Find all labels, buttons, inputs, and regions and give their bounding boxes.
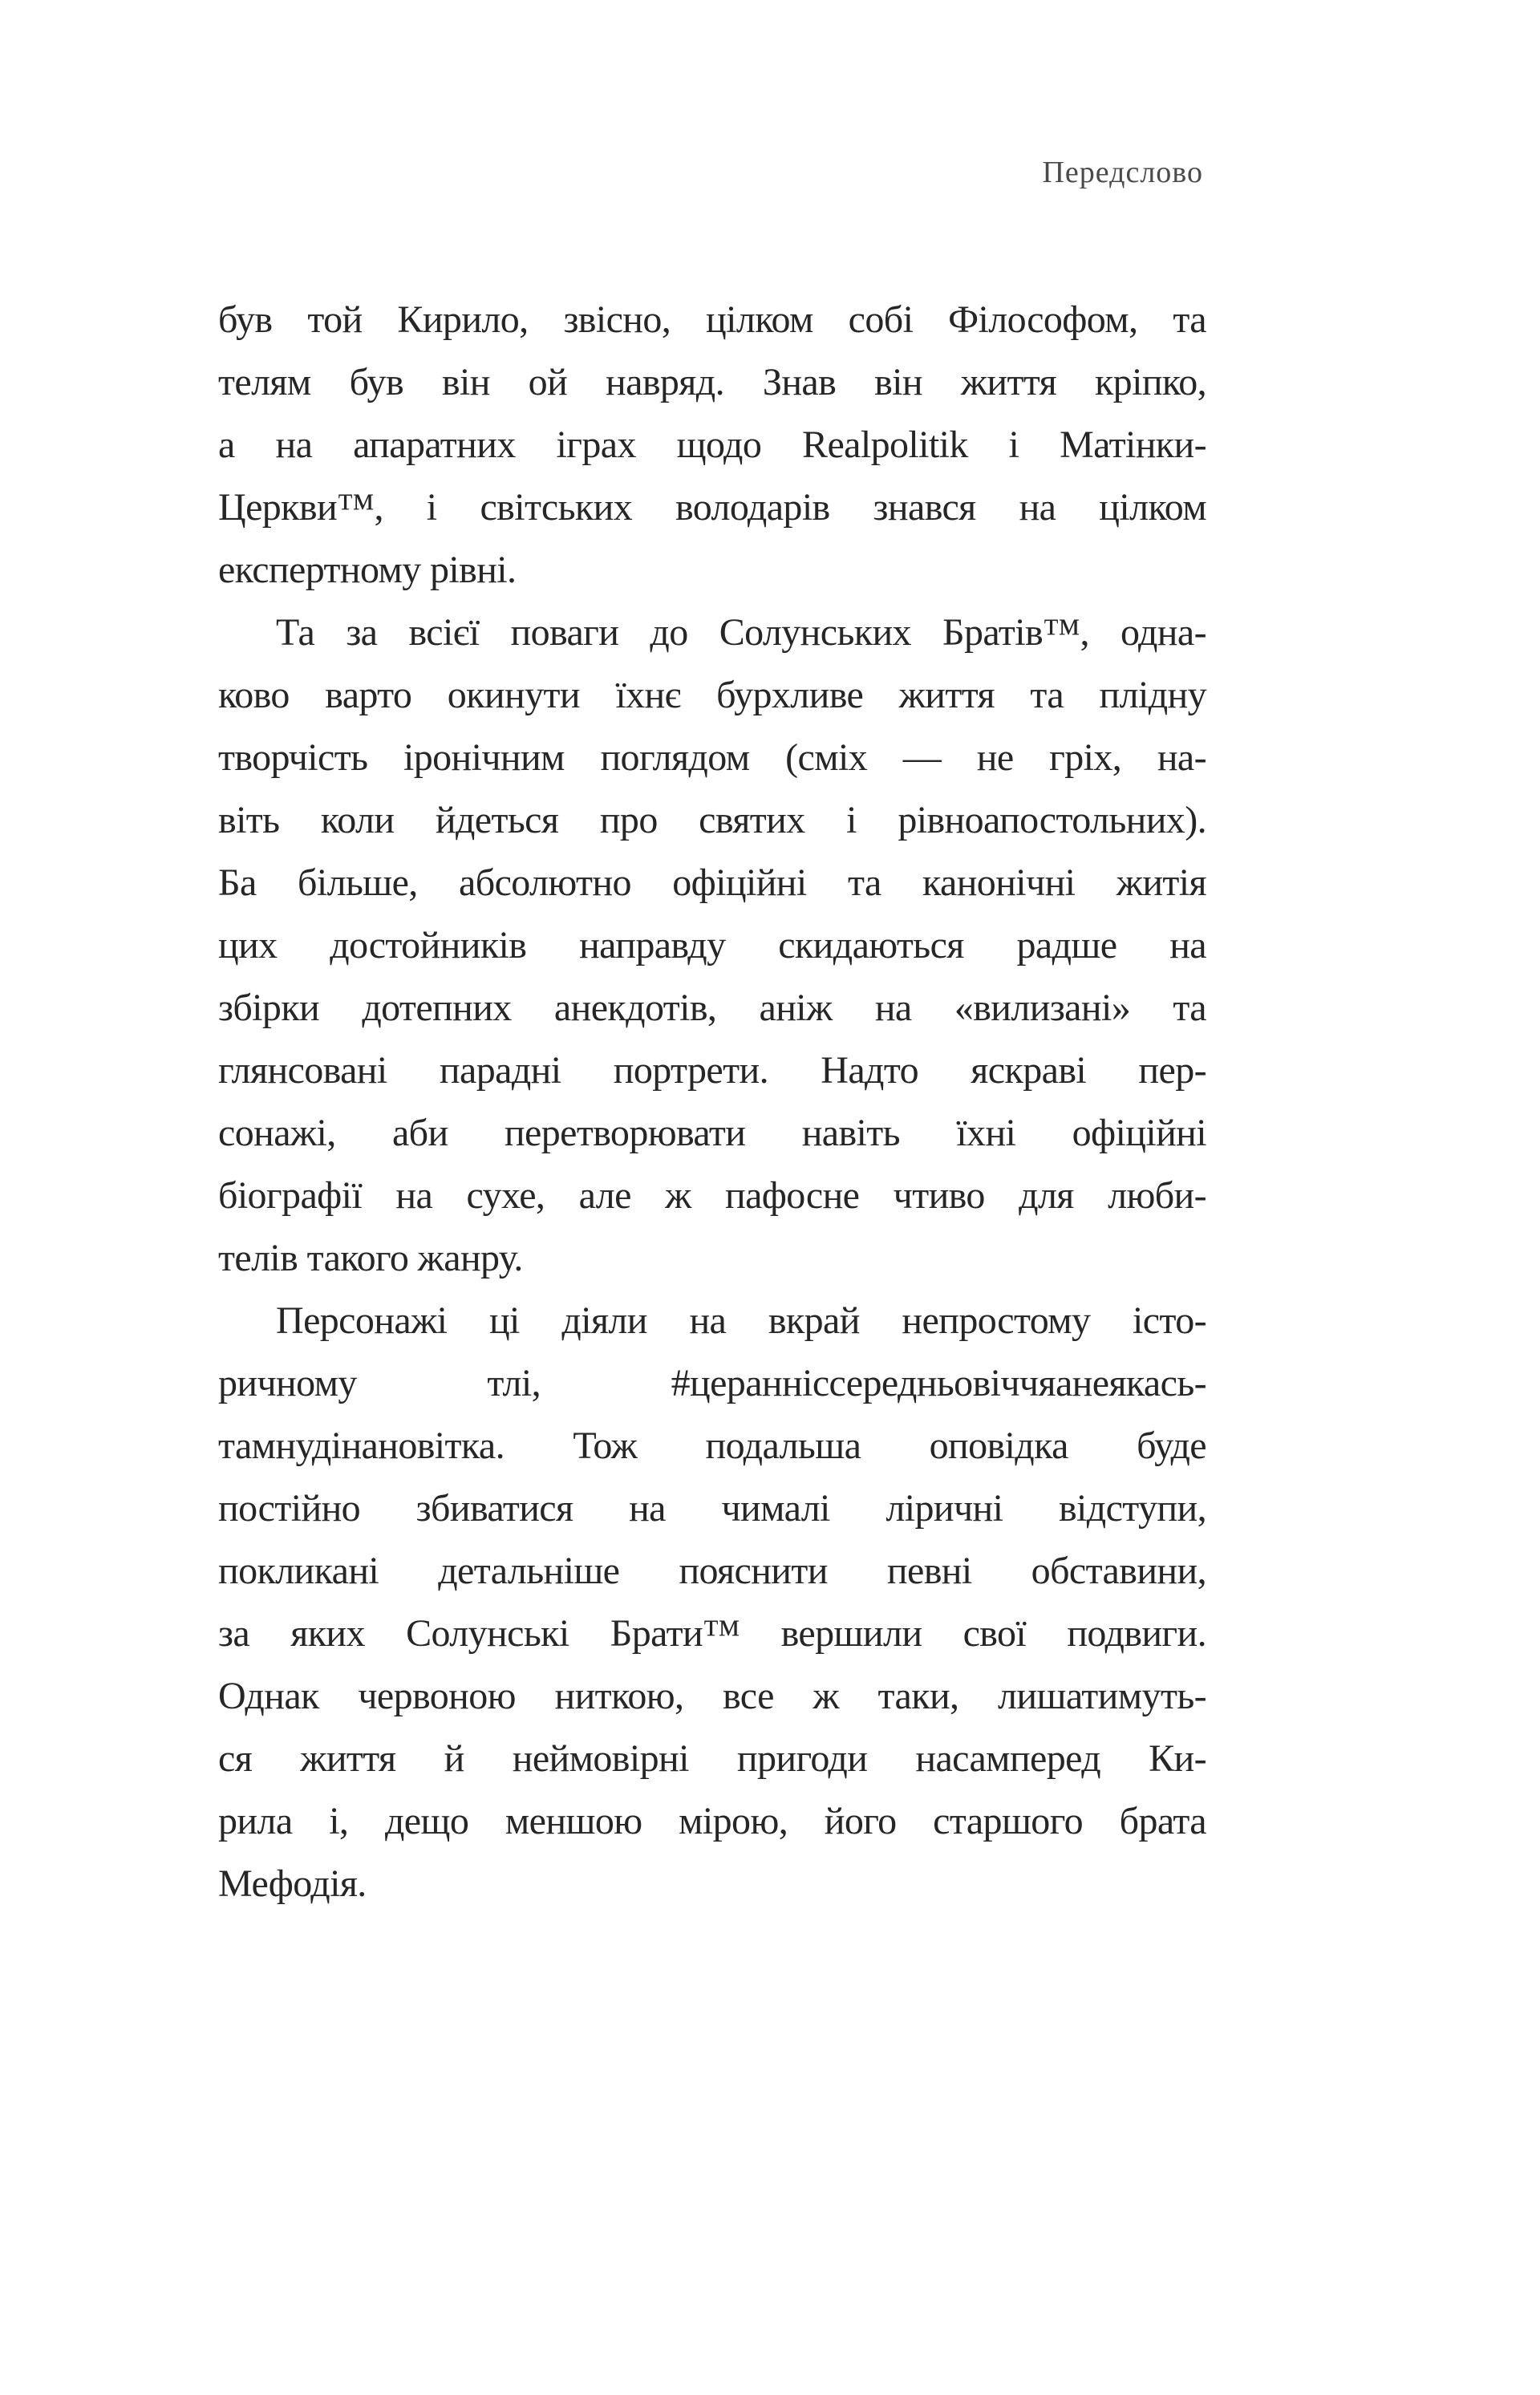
running-head: Передслово: [1042, 156, 1203, 189]
text-line: був той Кирило, звісно, цілком собі Філософом, та: [218, 298, 1206, 341]
text-line: експертному рівні.: [218, 549, 517, 591]
text-line: рила і, дещо меншою мірою, його старшого брата: [218, 1800, 1206, 1842]
text-line: ся життя й неймовірні пригоди насамперед Ки-: [218, 1737, 1206, 1780]
text-line: Мефодія.: [218, 1862, 367, 1905]
paragraph-1: [218, 289, 1206, 602]
text-line: збірки дотепних анекдотів, аніж на «вилизані» та: [218, 987, 1206, 1029]
text-line: ричному тлі, #церанніссередньовіччяанеякась-: [218, 1362, 1206, 1404]
text-line: Персонажі ці діяли на вкрай непростому істо-: [276, 1299, 1206, 1342]
text-line: телям був він ой навряд. Знав він життя кріпко,: [218, 361, 1206, 403]
text-line: покликані детальніше пояснити певні обставини,: [218, 1550, 1206, 1592]
text-line: віть коли йдеться про святих і рівноапостольних).: [218, 799, 1206, 841]
text-line: постійно збиватися на чималі ліричні відступи,: [218, 1487, 1206, 1530]
text-line: ково варто окинути їхнє бурхливе життя та плідну: [218, 674, 1206, 716]
body-text: [218, 289, 1206, 1915]
text-line: за яких Солунські Брати™ вершили свої подвиги.: [218, 1612, 1206, 1655]
paragraph-3: [218, 1290, 1206, 1915]
text-line: а на апаратних іграх щодо Realpolitik і Матінки-: [218, 423, 1206, 466]
text-line: сонажі, аби перетворювати навіть їхні офіційні: [218, 1112, 1206, 1154]
text-line: творчість іронічним поглядом (сміх — не гріх, на-: [218, 736, 1206, 779]
text-line: телів такого жанру.: [218, 1237, 523, 1279]
text-line: глянсовані парадні портрети. Надто яскраві пер-: [218, 1049, 1206, 1092]
text-line: цих достойників направду скидаються радше на: [218, 924, 1206, 967]
text-line: Та за всієї поваги до Солунських Братів™, одна-: [276, 611, 1206, 654]
text-line: Ба більше, абсолютно офіційні та канонічні житія: [218, 861, 1206, 904]
text-line: Однак червоною ниткою, все ж таки, лишатимуть-: [218, 1675, 1206, 1717]
paragraph-2: [218, 602, 1206, 1290]
text-line: біографії на сухе, але ж пафосне чтиво для люби-: [218, 1174, 1206, 1217]
text-line: тамнудінановітка. Тож подальша оповідка буде: [218, 1424, 1206, 1467]
text-line: Церкви™, і світських володарів знався на цілком: [218, 486, 1206, 529]
